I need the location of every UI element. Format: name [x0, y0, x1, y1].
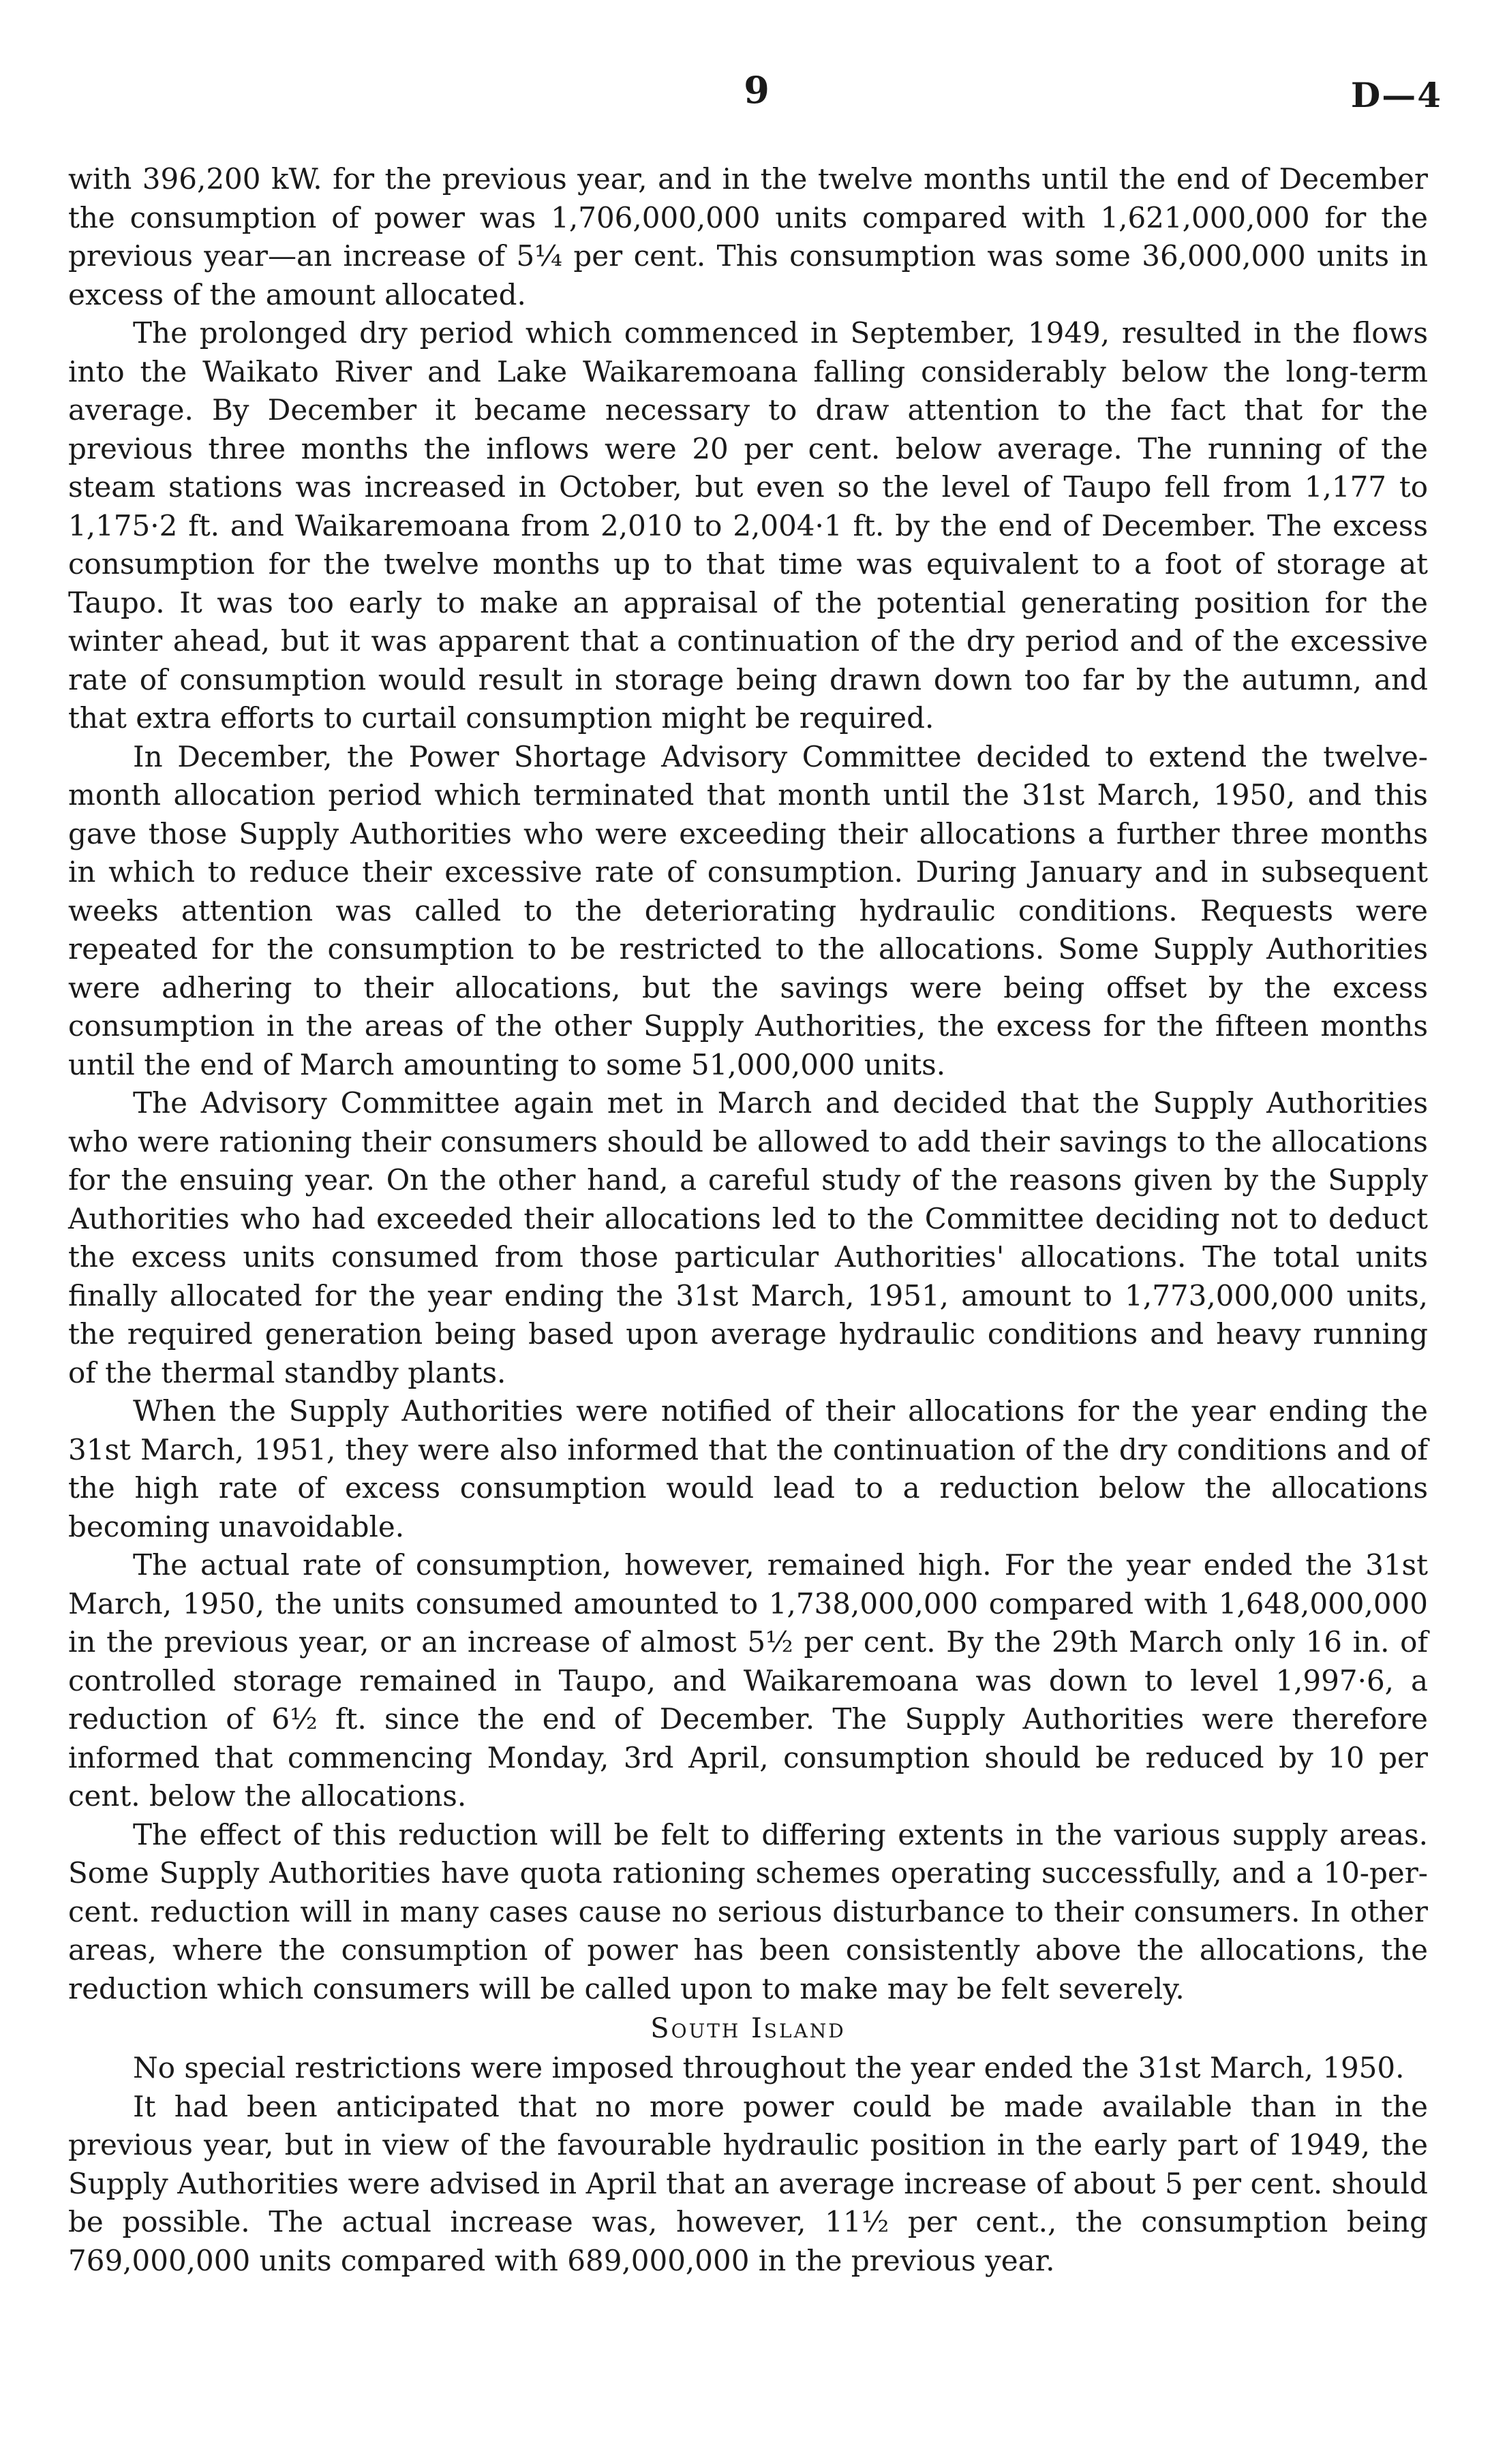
- paragraph-continuation: with 396,200 kW. for the previous year, and in the twelve months until the end of December the consumption of power was 1,706,000,000 units compared with 1,621,000,000 for the previous year—an increase of 5¼ per cent. This consumption was some 36,000,000 units in excess of the amount allocated.: [68, 162, 1428, 311]
- paragraph-notification: When the Supply Authorities were notified of their allocations for the year ending the 31st March, 1951, they were also informed that the continuation of the dry conditions and of the high rate of excess consumption would lead to a reduction below the allocations becoming unavoidable.: [68, 1394, 1428, 1543]
- paragraph-reduction-effect: The effect of this reduction will be felt to differing extents in the various supply areas. Some Supply Authorities have quota rationing schemes operating successfully, and a 10-per-cent. reduction will in many cases cause no serious disturbance to their consumers. In other areas, where the consumption of power has been consistently above the allocations, the reduction which consumers will be called upon to make may be felt severely.: [68, 1817, 1428, 2005]
- page-header: [0, 68, 1507, 123]
- section-heading-south-island: South Island: [650, 2013, 846, 2044]
- paragraph-december-decision: In December, the Power Shortage Advisory Committee decided to extend the twelve-month allocation period which terminated that month until the 31st March, 1950, and this gave those Supply Authorities who were exceeding their allocations a further three months in which to reduce their excessive rate of consumption. During January and in subsequent weeks attention was called to the deteriorating hydraulic conditions. Requests were repeated for the consumption to be restricted to the allocations. Some Supply Authorities were adhering to their allocations, but the savings were being offset by the excess consumption in the areas of the other Supply Authorities, the excess for the fifteen months until the end of March amounting to some 51,000,000 units.: [68, 739, 1428, 1081]
- page-number: 9: [744, 68, 770, 112]
- paragraph-consumption-rate: The actual rate of consumption, however, remained high. For the year ended the 31st March, 1950, the units consumed amounted to 1,738,000,000 compared with 1,648,000,000 in the previous year, or an increase of almost 5½ per cent. By the 29th March only 16 in. of controlled storage remained in Taupo, and Waikaremoana was down to level 1,997·6, a reduction of 6½ ft. since the end of December. The Supply Authorities were therefore informed that commencing Monday, 3rd April, consumption should be reduced by 10 per cent. below the allocations.: [68, 1548, 1428, 1813]
- paragraph-advisory-committee: The Advisory Committee again met in March and decided that the Supply Authorities who were rationing their consumers should be allowed to add their savings to the allocations for the ensuing year. On the other hand, a careful study of the reasons given by the Supply Authorities who had exceeded their allocations led to the Committee deciding not to deduct the excess units consumed from those particular Authorities' allocations. The total units finally allocated for the year ending the 31st March, 1951, amount to 1,773,000,000 units, the required generation being based upon average hydraulic conditions and heavy running of the thermal standby plants.: [68, 1086, 1428, 1389]
- paragraph-dry-period: The prolonged dry period which commenced in September, 1949, resulted in the flows into the Waikato River and Lake Waikaremoana falling considerably below the long-term average. By December it became necessary to draw attention to the fact that for the previous three months the inflows were 20 per cent. below average. The running of the steam stations was increased in October, but even so the level of Taupo fell from 1,177 to 1,175·2 ft. and Waikaremoana from 2,010 to 2,004·1 ft. by the end of December. The excess consumption for the twelve months up to that time was equivalent to a foot of storage at Taupo. It was too early to make an appraisal of the potential generating position for the winter ahead, but it was apparent that a continuation of the dry period and of the excessive rate of consumption would result in storage being drawn down too far by the autumn, and that extra efforts to curtail consumption might be required.: [68, 316, 1428, 735]
- body-text: [68, 160, 1428, 2280]
- paragraph-increase: It had been anticipated that no more power could be made available than in the previous year, but in view of the favourable hydraulic position in the early part of 1949, the Supply Authorities were advised in April that an average increase of about 5 per cent. should be possible. The actual increase was, however, 11½ per cent., the consumption being 769,000,000 units compared with 689,000,000 in the previous year.: [68, 2089, 1428, 2277]
- document-reference: D—4: [1350, 75, 1442, 115]
- paragraph-no-restrictions: No special restrictions were imposed throughout the year ended the 31st March, 1950.: [133, 2051, 1405, 2084]
